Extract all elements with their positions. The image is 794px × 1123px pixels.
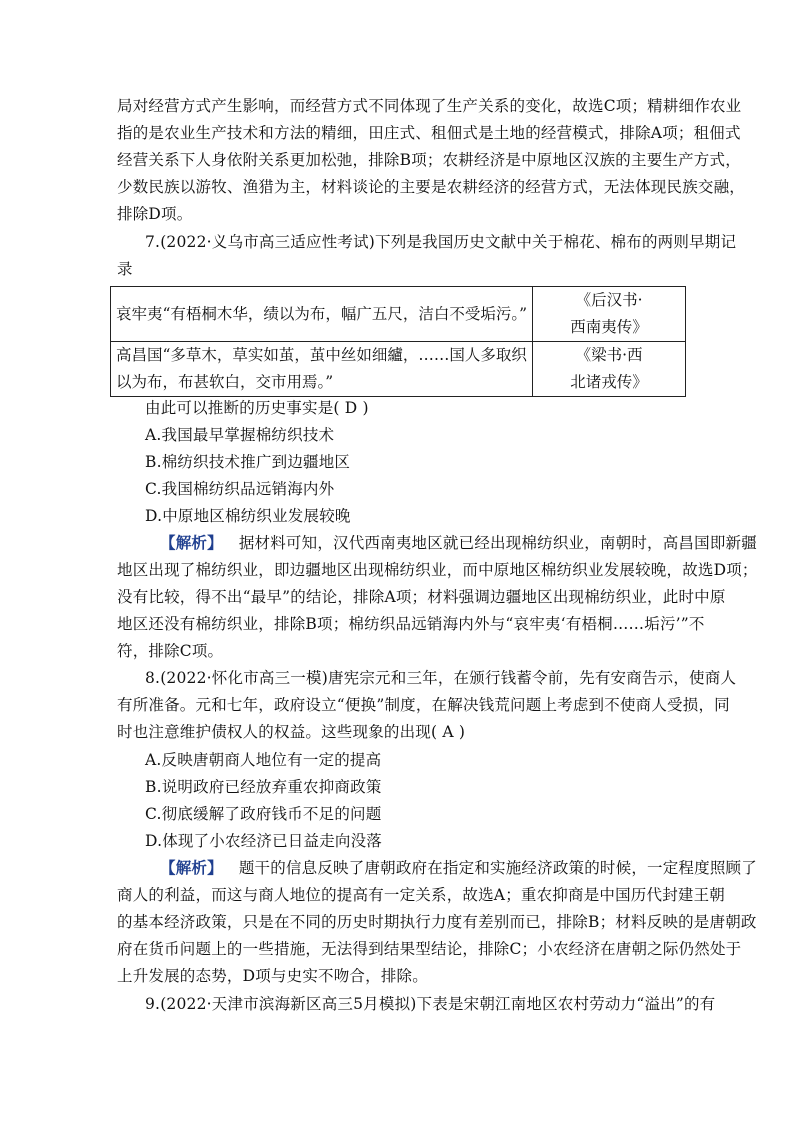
cell-text: 以为布，布甚软白，交市用焉。” — [116, 373, 334, 391]
analysis-text: 据材料可知，汉代西南夷地区就已经出现棉纺织业，南朝时，高昌国即新疆 — [238, 534, 757, 552]
q8-analysis-line: 商人的利益，而这与商人地位的提高有一定关系，故选A；重农抑商是中国历代封建王朝 — [117, 886, 725, 904]
table-cell-source — [533, 287, 686, 342]
q8-option-b: B.说明政府已经放弃重农抑商政策 — [145, 778, 382, 796]
table-cell-source — [533, 342, 686, 397]
q7-option-a: A.我国最早掌握棉纺织技术 — [145, 426, 335, 444]
q8-analysis-line: 府在货币问题上的一些措施，无法得到结果型结论，排除C；小农经济在唐朝之际仍然处于 — [117, 940, 742, 958]
q8-analysis-line: 的基本经济政策，只是在不同的历史时期执行力度有差别而已，排除B；材料反映的是唐朝政 — [117, 913, 757, 931]
table-cell-record — [111, 287, 533, 342]
q8-option-a: A.反映唐朝商人地位有一定的提高 — [145, 751, 382, 769]
q8-option-c: C.彻底缓解了政府钱币不足的问题 — [145, 805, 382, 823]
cell-text: 北诸戎传》 — [570, 373, 648, 391]
q7-option-b: B.棉纺织技术推广到边疆地区 — [145, 453, 351, 471]
paragraph-line: 局对经营方式产生影响，而经营方式不同体现了生产关系的变化，故选C项；精耕细作农业 — [117, 97, 742, 115]
q7-analysis-line: 地区出现了棉纺织业，即边疆地区出现棉纺织业，而中原地区棉纺织业发展较晚，故选D项； — [117, 561, 758, 579]
q7-stem-line: 7.(2022·义乌市高三适应性考试)下列是我国历史文献中关于棉花、棉布的两则早期记 — [145, 233, 737, 251]
cell-text: 西南夷传》 — [570, 318, 648, 336]
q8-stem-line: 有所准备。元和七年，政府设立“便换”制度，在解决钱荒问题上考虑到不使商人受损，同 — [117, 696, 730, 714]
q8-option-d: D.体现了小农经济已日益走向没落 — [145, 832, 383, 850]
q7-analysis-line: 地区还没有棉纺织业，排除B项；棉纺织品远销海内外与“哀牢夷‘有梧桐……垢污’”不 — [117, 615, 705, 633]
q7-option-d: D.中原地区棉纺织业发展较晚 — [145, 507, 351, 525]
q7-question: 由此可以推断的历史事实是( D ) — [145, 399, 369, 417]
q7-option-c: C.我国棉纺织品远销海内外 — [145, 480, 335, 498]
q7-analysis-line — [160, 533, 757, 553]
table-cell-record — [111, 342, 533, 397]
cell-text: 哀牢夷“有梧桐木华，绩以为布，幅广五尺，洁白不受垢污。” — [116, 304, 528, 323]
q8-analysis-line — [160, 858, 757, 878]
cell-text: 《后汉书· — [575, 291, 643, 309]
q9-stem-line: 9.(2022·天津市滨海新区高三5月模拟)下表是宋朝江南地区农村劳动力“溢出”的有 — [145, 995, 716, 1013]
q7-source-table — [110, 286, 686, 397]
q8-stem-line: 时也注意维护债权人的权益。这些现象的出现( A ) — [117, 723, 466, 741]
q8-analysis-line: 上升发展的态势，D项与史实不吻合，排除。 — [117, 967, 428, 985]
cell-text: 《梁书·西 — [575, 346, 643, 364]
table-row — [111, 287, 686, 342]
analysis-tag: 【解析】 — [160, 858, 223, 877]
paragraph-line: 少数民族以游牧、渔猎为主，材料谈论的主要是农耕经济的经营方式，无法体现民族交融， — [117, 178, 746, 196]
cell-text: 高昌国“多草木，草实如茧，茧中丝如细纑，……国人多取织 — [116, 346, 527, 364]
q7-analysis-line: 符，排除C项。 — [117, 642, 224, 660]
paragraph-line: 指的是农业生产技术和方法的精细，田庄式、租佃式是土地的经营模式，排除A项；租佃式 — [117, 124, 741, 142]
q8-stem-line: 8.(2022·怀化市高三一模)唐宪宗元和三年，在颁行钱蓄令前，先有安商告示，使商人 — [145, 669, 737, 687]
paragraph-line: 经营关系下人身依附关系更加松弛，排除B项；农耕经济是中原地区汉族的主要生产方式， — [117, 151, 741, 169]
paragraph-line: 排除D项。 — [117, 205, 193, 223]
q7-analysis-line: 没有比较，得不出“最早”的结论，排除A项；材料强调边疆地区出现棉纺织业，此时中原 — [117, 588, 726, 606]
analysis-tag: 【解析】 — [160, 533, 223, 552]
analysis-text: 题干的信息反映了唐朝政府在指定和实施经济政策的时候，一定程度照顾了 — [238, 859, 757, 877]
table-row — [111, 342, 686, 397]
q7-stem-line: 录 — [117, 260, 133, 278]
